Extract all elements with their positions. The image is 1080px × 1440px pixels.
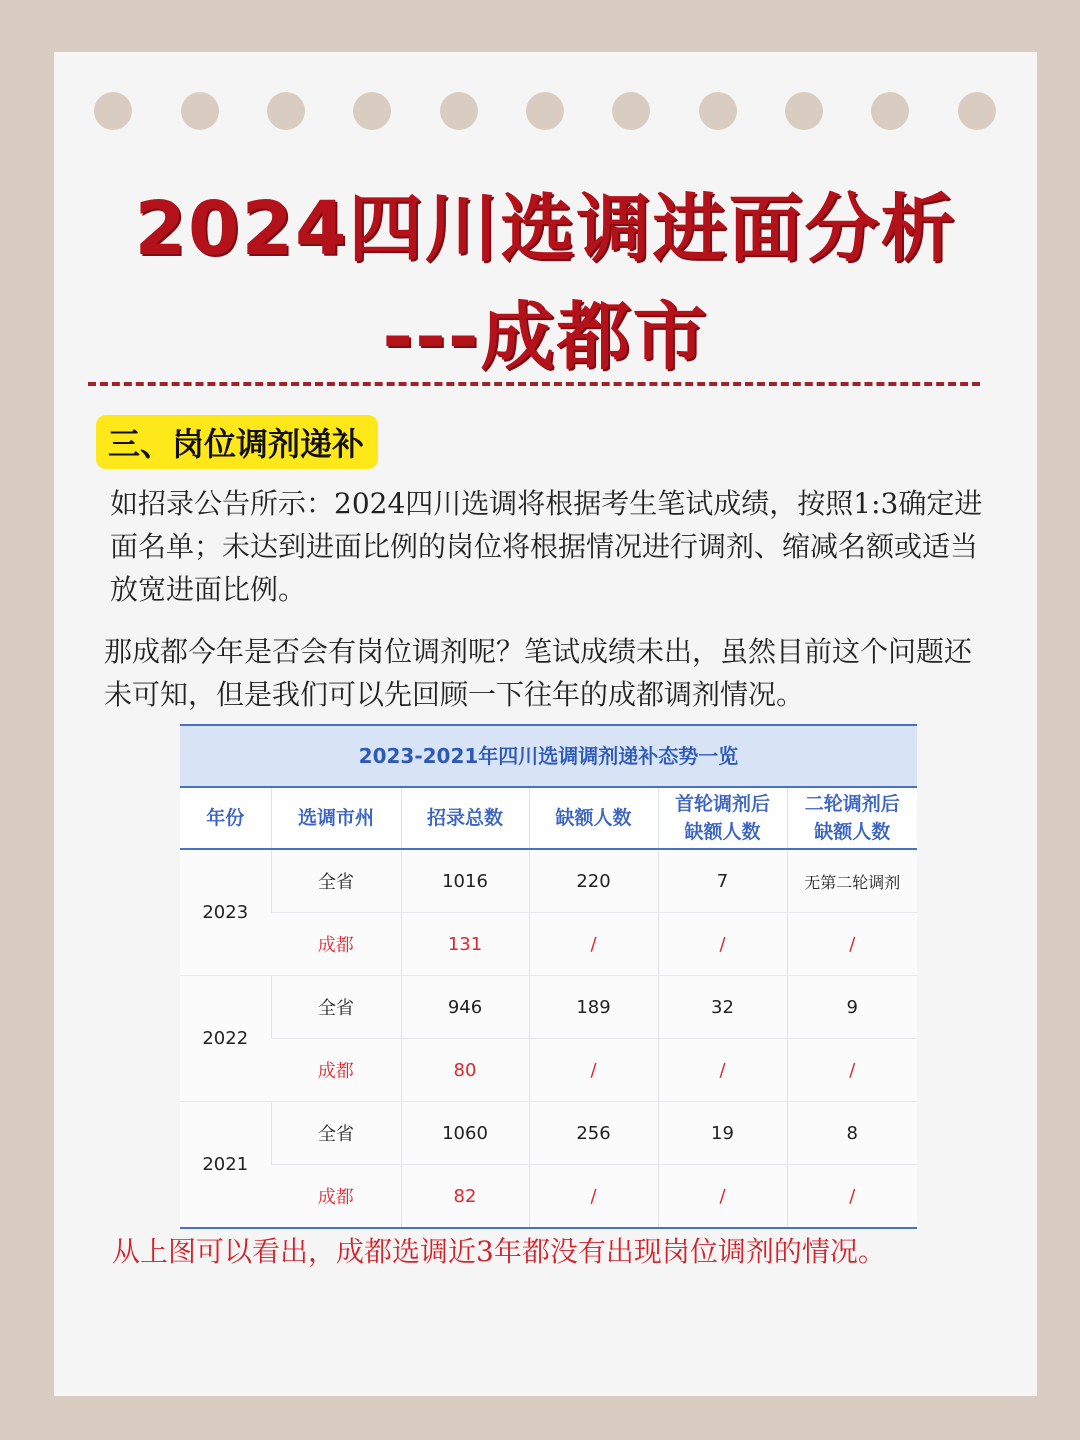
adjustment-table [180,724,917,1229]
round2-cell: 9 [787,976,917,1039]
header-vacancy [529,787,658,849]
total-cell: 946 [401,976,529,1039]
header-line: 选调市州 [297,807,374,829]
header-line: 缺额人数 [684,821,761,843]
header-region [271,787,401,849]
page-subtitle: ---成都市 [382,294,709,380]
year-cell: 2023 [180,849,271,976]
vacancy-cell: 256 [529,1102,658,1165]
year-cell: 2022 [180,976,271,1102]
round2-cell: / [787,1039,917,1102]
round2-cell: / [787,1165,917,1229]
binder-hole [958,92,996,130]
round2-cell: 无第二轮调剂 [787,849,917,913]
header-line: 缺额人数 [814,821,891,843]
total-cell: 80 [401,1039,529,1102]
round1-cell: / [658,913,787,976]
table-title: 2023-2021年四川选调调剂递补态势一览 [180,724,917,786]
header-after-round1 [658,787,787,849]
region-cell: 成都 [271,913,401,976]
table-row [180,1165,917,1229]
region-cell: 全省 [271,849,401,913]
header-line: 二轮调剂后 [804,793,900,815]
table-row [180,1039,917,1102]
vacancy-cell: 220 [529,849,658,913]
binder-hole [871,92,909,130]
dashed-divider [88,382,980,386]
conclusion-text: 从上图可以看出，成都选调近3年都没有出现岗位调剂的情况。 [112,1235,886,1268]
vacancy-cell: 189 [529,976,658,1039]
binder-hole [94,92,132,130]
header-after-round2 [787,787,917,849]
round1-cell: / [658,1039,787,1102]
binder-hole [353,92,391,130]
header-total [401,787,529,849]
round1-cell: 19 [658,1102,787,1165]
binder-hole [267,92,305,130]
binder-hole [785,92,823,130]
total-cell: 82 [401,1165,529,1229]
binder-hole [612,92,650,130]
question-paragraph: 那成都今年是否会有岗位调剂呢？笔试成绩未出，虽然目前这个问题还未可知，但是我们可以先回顾一下往年的成都调剂情况。 [104,635,973,711]
section-tag: 三、岗位调剂递补 [96,415,378,469]
vacancy-cell: / [529,1165,658,1229]
header-line: 招录总数 [426,807,503,829]
vacancy-cell: / [529,913,658,976]
vacancy-cell: / [529,1039,658,1102]
year-cell: 2021 [180,1102,271,1229]
page-title: 2024四川选调进面分析 [134,186,957,272]
round2-cell: / [787,913,917,976]
round1-cell: / [658,1165,787,1229]
binder-hole [181,92,219,130]
total-cell: 1060 [401,1102,529,1165]
header-year [180,787,271,849]
region-cell: 成都 [271,1039,401,1102]
header-line: 年份 [206,807,245,829]
table-row [180,976,917,1039]
table-row [180,849,917,913]
binder-hole [440,92,478,130]
binder-hole [699,92,737,130]
region-cell: 成都 [271,1165,401,1229]
round1-cell: 7 [658,849,787,913]
binder-hole [526,92,564,130]
table-row [180,913,917,976]
intro-paragraph: 如招录公告所示：2024四川选调将根据考生笔试成绩，按照1:3确定进面名单；未达到进面比例的岗位将根据情况进行调剂、缩减名额或适当放宽进面比例。 [110,487,983,606]
table-header-row [180,787,917,849]
round2-cell: 8 [787,1102,917,1165]
table-row [180,1102,917,1165]
region-cell: 全省 [271,1102,401,1165]
content-card [54,52,1037,1396]
total-cell: 131 [401,913,529,976]
header-line: 首轮调剂后 [674,793,770,815]
region-cell: 全省 [271,976,401,1039]
round1-cell: 32 [658,976,787,1039]
total-cell: 1016 [401,849,529,913]
header-line: 缺额人数 [555,807,632,829]
binder-holes [54,92,1037,140]
